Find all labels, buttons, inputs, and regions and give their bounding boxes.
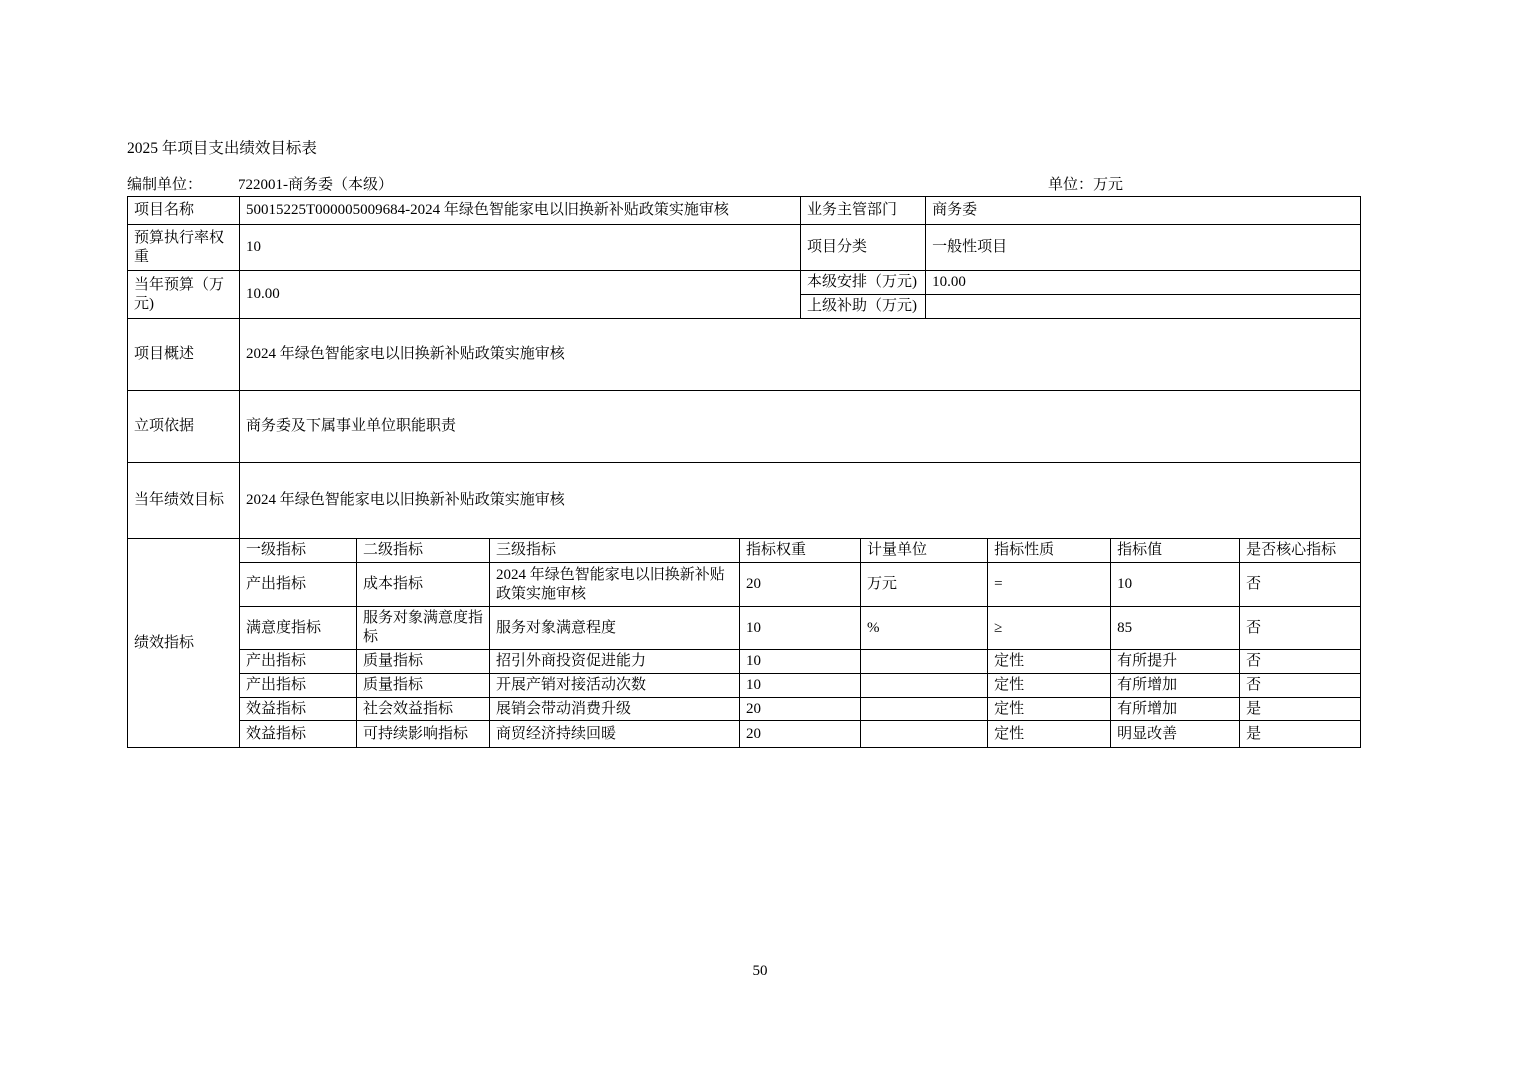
indicator-cell: 否 (1240, 674, 1361, 698)
overview-value-cell: 2024 年绿色智能家电以旧换新补贴政策实施审核 (240, 319, 1361, 391)
indicator-row (128, 674, 1361, 698)
indicator-cell: = (988, 563, 1111, 607)
budget-rate-label-cell: 预算执行率权重 (128, 225, 240, 271)
superior-subsidy-value-cell (926, 295, 1361, 319)
indicator-cell: % (861, 607, 988, 650)
indicator-cell: 质量指标 (357, 650, 490, 674)
page-title: 2025 年项目支出绩效目标表 (127, 140, 317, 157)
indicator-cell: 有所提升 (1111, 650, 1240, 674)
indicator-row (128, 650, 1361, 674)
indicator-cell: 万元 (861, 563, 988, 607)
indicator-cell: 明显改善 (1111, 721, 1240, 748)
basis-value-cell: 商务委及下属事业单位职能职责 (240, 391, 1361, 463)
indicator-cell: 招引外商投资促进能力 (490, 650, 740, 674)
indicator-cell: 是 (1240, 721, 1361, 748)
table-row (128, 463, 1361, 539)
project-name-label-cell: 项目名称 (128, 197, 240, 225)
indicator-cell: 10 (740, 650, 861, 674)
dept-value-cell: 商务委 (926, 197, 1361, 225)
prepared-by-value: 722001-商务委（本级） (238, 177, 393, 193)
indicator-cell: 可持续影响指标 (357, 721, 490, 748)
local-arrangement-label-cell: 本级安排（万元) (801, 271, 926, 295)
budget-rate-value-cell: 10 (240, 225, 801, 271)
year-budget-value-cell: 10.00 (240, 271, 801, 319)
dept-label-cell: 业务主管部门 (801, 197, 926, 225)
indicator-section-label-cell: 绩效指标 (128, 539, 240, 748)
local-arrangement-value-cell: 10.00 (926, 271, 1361, 295)
indicator-cell: 社会效益指标 (357, 698, 490, 721)
header-level2-cell: 二级指标 (357, 539, 490, 563)
indicator-cell: 定性 (988, 650, 1111, 674)
indicator-cell (861, 650, 988, 674)
prepared-by-label: 编制单位： (127, 177, 203, 193)
indicator-cell: 定性 (988, 721, 1111, 748)
indicator-cell: ≥ (988, 607, 1111, 650)
indicator-cell: 产出指标 (240, 674, 357, 698)
table-row (128, 391, 1361, 463)
indicator-row (128, 721, 1361, 748)
table-row (128, 271, 1361, 295)
indicator-cell: 85 (1111, 607, 1240, 650)
basis-label-cell: 立项依据 (128, 391, 240, 463)
indicator-cell: 质量指标 (357, 674, 490, 698)
indicator-row (128, 563, 1361, 607)
indicator-cell: 定性 (988, 698, 1111, 721)
indicator-cell: 否 (1240, 607, 1361, 650)
indicator-cell: 产出指标 (240, 650, 357, 674)
indicator-cell: 定性 (988, 674, 1111, 698)
indicator-cell: 2024 年绿色智能家电以旧换新补贴政策实施审核 (490, 563, 740, 607)
indicator-row (128, 607, 1361, 650)
header-unit-cell: 计量单位 (861, 539, 988, 563)
page-number: 50 (752, 963, 768, 979)
header-level1-cell: 一级指标 (240, 539, 357, 563)
indicator-cell: 开展产销对接活动次数 (490, 674, 740, 698)
indicator-cell: 有所增加 (1111, 674, 1240, 698)
indicator-cell: 20 (740, 721, 861, 748)
header-nature-cell: 指标性质 (988, 539, 1111, 563)
indicator-cell: 20 (740, 698, 861, 721)
indicator-cell: 10 (740, 674, 861, 698)
goal-label-cell: 当年绩效目标 (128, 463, 240, 539)
indicator-cell: 满意度指标 (240, 607, 357, 650)
indicator-cell: 服务对象满意程度 (490, 607, 740, 650)
table-row (128, 319, 1361, 391)
indicator-cell: 商贸经济持续回暖 (490, 721, 740, 748)
table-row (128, 225, 1361, 271)
indicator-cell (861, 721, 988, 748)
indicator-row (128, 698, 1361, 721)
indicator-cell: 产出指标 (240, 563, 357, 607)
header-level3-cell: 三级指标 (490, 539, 740, 563)
overview-label-cell: 项目概述 (128, 319, 240, 391)
indicator-cell: 20 (740, 563, 861, 607)
indicator-cell (861, 674, 988, 698)
header-core-cell: 是否核心指标 (1240, 539, 1361, 563)
indicator-cell: 有所增加 (1111, 698, 1240, 721)
indicator-cell: 10 (1111, 563, 1240, 607)
performance-target-table (127, 196, 1361, 748)
indicator-cell: 展销会带动消费升级 (490, 698, 740, 721)
indicator-cell: 否 (1240, 650, 1361, 674)
superior-subsidy-label-cell: 上级补助（万元) (801, 295, 926, 319)
category-label-cell: 项目分类 (801, 225, 926, 271)
indicator-cell: 效益指标 (240, 698, 357, 721)
indicator-cell: 成本指标 (357, 563, 490, 607)
indicator-cell: 10 (740, 607, 861, 650)
project-name-value-cell: 50015225T000005009684-2024 年绿色智能家电以旧换新补贴政策实施审核 (240, 197, 801, 225)
indicator-cell: 否 (1240, 563, 1361, 607)
header-weight-cell: 指标权重 (740, 539, 861, 563)
category-value-cell: 一般性项目 (926, 225, 1361, 271)
indicator-cell: 是 (1240, 698, 1361, 721)
indicator-cell (861, 698, 988, 721)
goal-value-cell: 2024 年绿色智能家电以旧换新补贴政策实施审核 (240, 463, 1361, 539)
indicator-cell: 效益指标 (240, 721, 357, 748)
indicator-header-row (128, 539, 1361, 563)
table-row (128, 197, 1361, 225)
unit-label: 单位：万元 (1048, 177, 1124, 193)
year-budget-label-cell: 当年预算（万元) (128, 271, 240, 319)
indicator-cell: 服务对象满意度指标 (357, 607, 490, 650)
header-value-cell: 指标值 (1111, 539, 1240, 563)
